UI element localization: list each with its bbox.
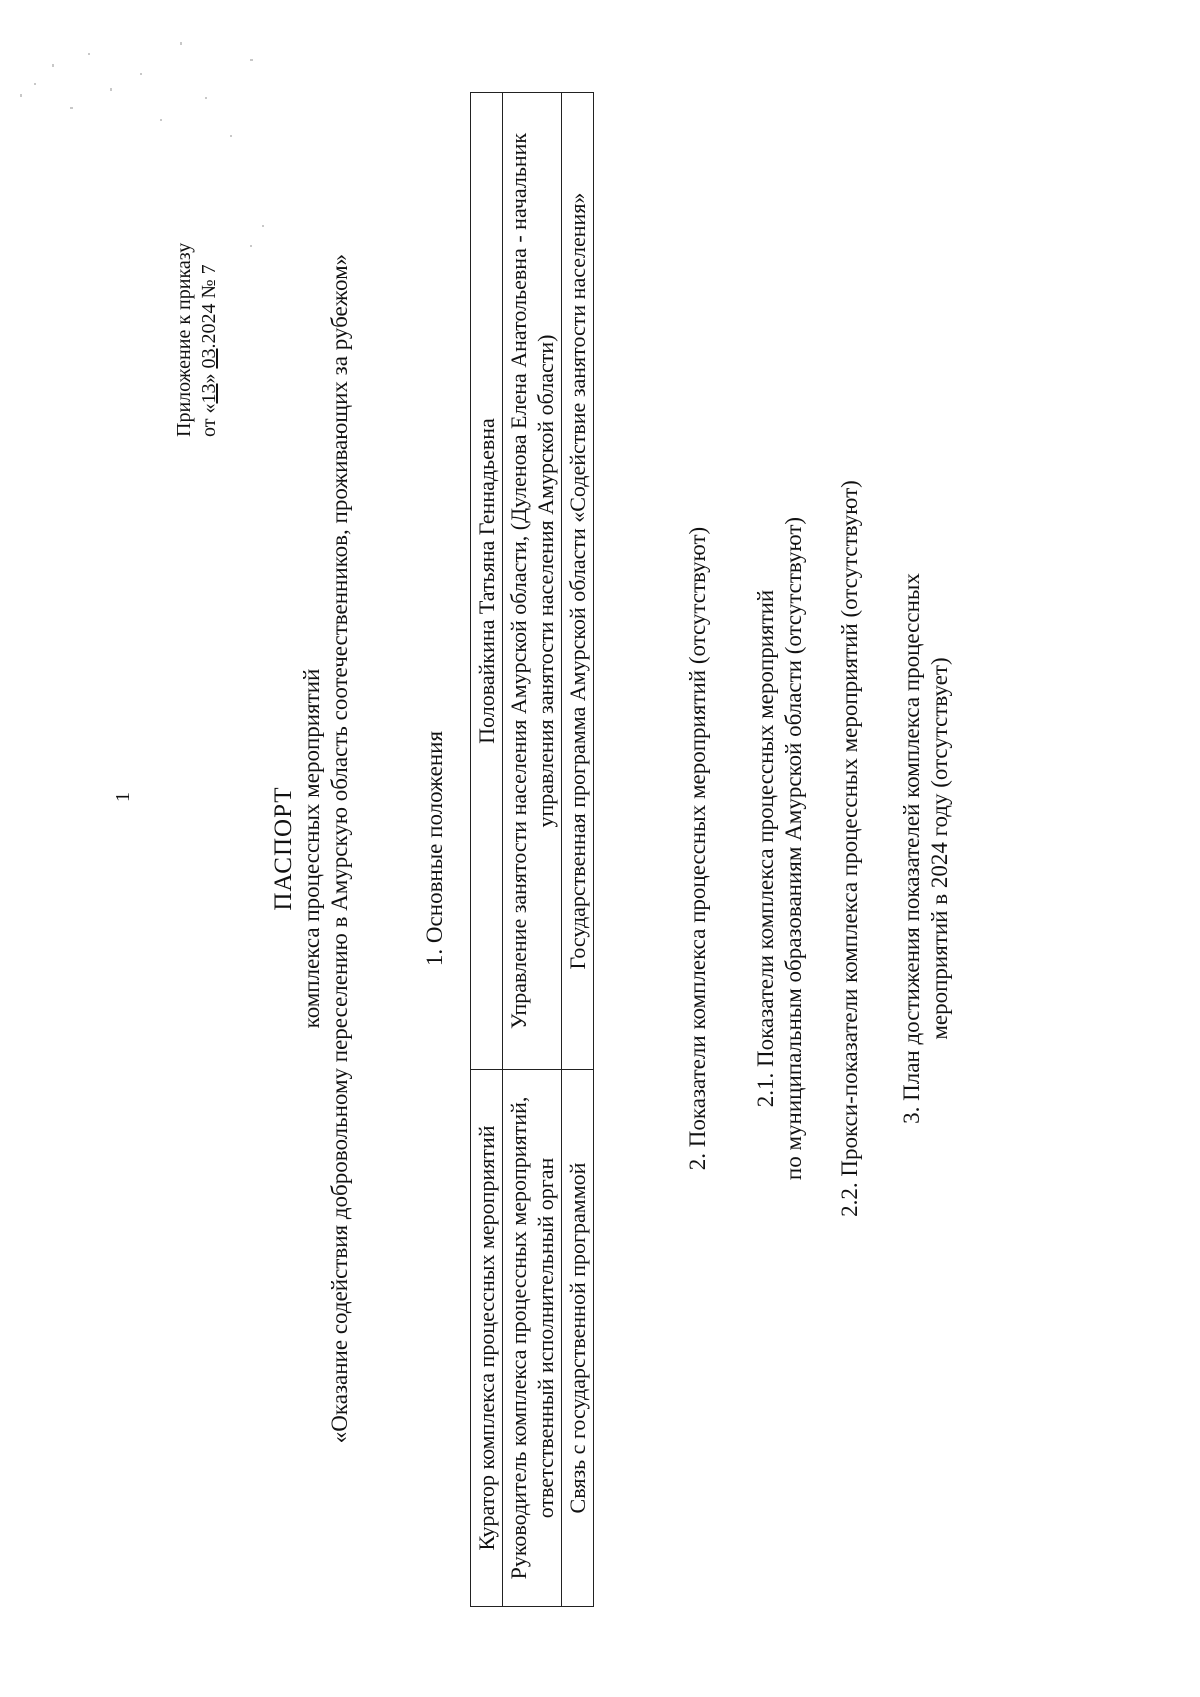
section-3-line-1: 3. План достижения показателей комплекса процессных [899, 573, 924, 1124]
appendix-prefix: от « [198, 403, 220, 437]
section-2-1-line-1: 2.1. Показатели комплекса процессных мероприятий [753, 589, 778, 1108]
section-3-line-2: мероприятий в 2024 году (отсутствует) [927, 657, 952, 1040]
basic-provisions-table [470, 92, 594, 1607]
section-1-heading: 1. Основные положения [422, 730, 447, 967]
table-row [503, 93, 562, 1607]
appendix-mid: » [198, 368, 220, 384]
table-cell-label: Руководитель комплекса процессных мероприятий, ответственный исполнительный орган [503, 1070, 562, 1607]
section-2-2-heading: 2.2. Прокси-показатели комплекса процессных мероприятий (отсутствуют) [837, 480, 862, 1217]
table-cell-value: Государственная программа Амурской области «Содействие занятости населения» [562, 93, 594, 1070]
appendix-suffix: .2024 № 7 [198, 264, 220, 349]
table-cell-label: Связь с государственной программой [562, 1070, 594, 1607]
page-number: 1 [112, 792, 134, 802]
appendix-line-2 [197, 243, 222, 437]
title-heading: ПАСПОРТ [270, 786, 297, 911]
appendix-day: 13 [198, 383, 220, 404]
title-subtitle: комплекса процессных мероприятий [299, 668, 324, 1029]
appendix-line-1: Приложение к приказу [173, 242, 195, 437]
section-2-1-line-2: по муниципальным образованиям Амурской области (отсутствуют) [781, 516, 806, 1181]
section-2-1-heading [752, 100, 808, 1597]
appendix-month: 03 [198, 348, 220, 369]
table-row [562, 93, 594, 1607]
title-program-name: «Оказание содействия добровольному переселению в Амурскую область соотечественников, проживающих за рубежом» [327, 253, 352, 1444]
table-cell-label: Куратор комплекса процессных мероприятий [471, 1070, 503, 1607]
document-title [270, 100, 354, 1597]
section-3-heading [898, 100, 954, 1597]
table-cell-value: Половайкина Татьяна Геннадьевна [471, 93, 503, 1070]
table-row [471, 93, 503, 1607]
appendix-note [172, 243, 222, 437]
section-2-heading: 2. Показатели комплекса процессных мероприятий (отсутствуют) [685, 526, 710, 1171]
table-cell-value: Управление занятости населения Амурской области, (Дуленова Елена Анатольевна - начальник управления занятости населения Амурской области) [503, 93, 562, 1070]
